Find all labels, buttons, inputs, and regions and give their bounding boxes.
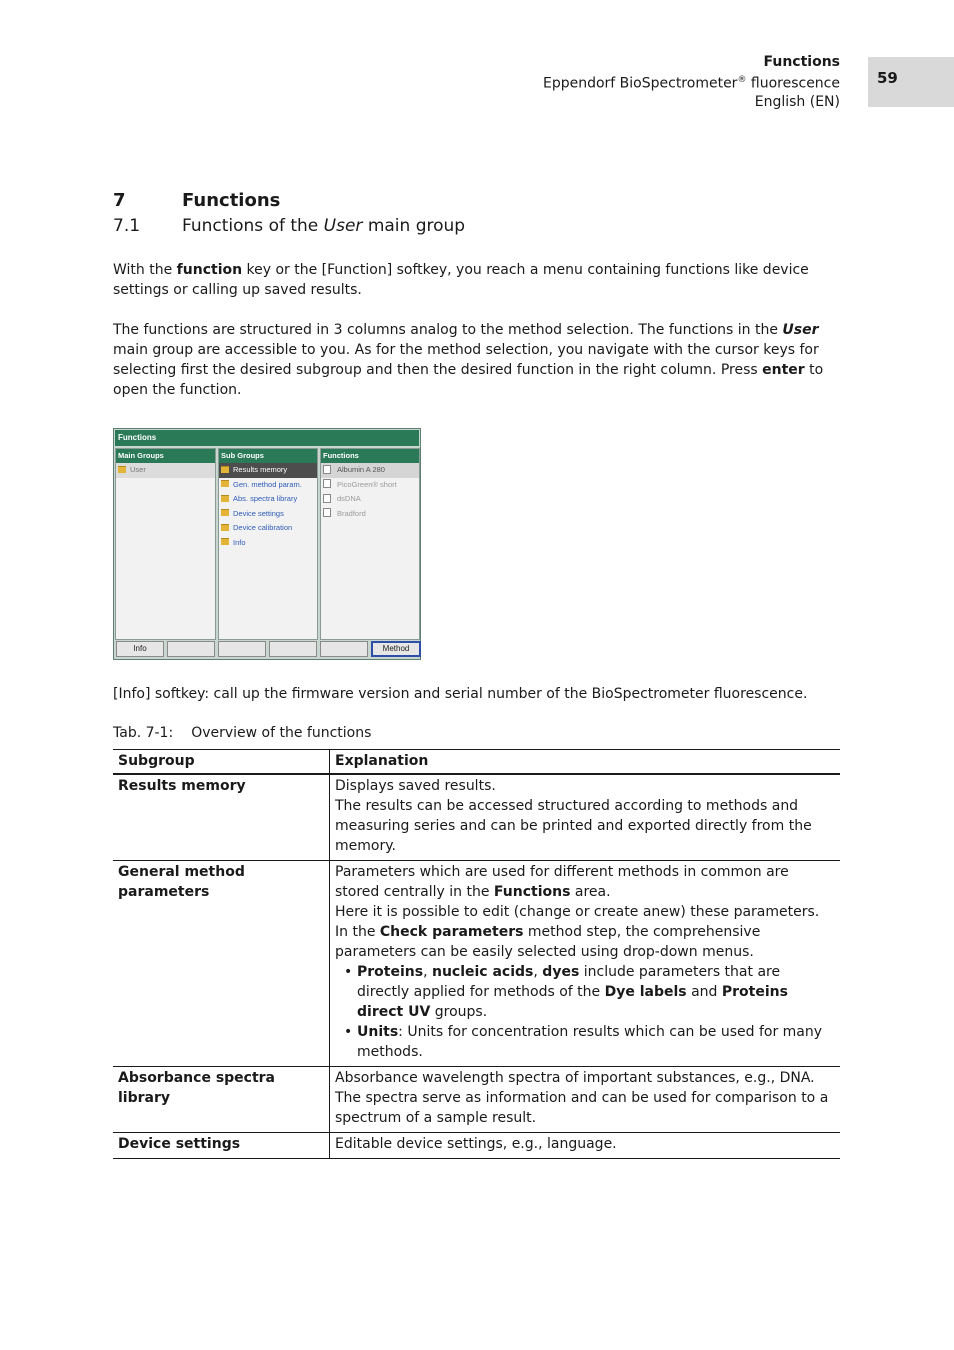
sub-groups-header: Sub Groups — [219, 449, 317, 463]
p1-a: With the — [113, 262, 177, 278]
softkey-method[interactable]: Method — [371, 641, 421, 657]
explanation-line: The spectra serve as information and can be used for comparison to a spectrum of a sample result. — [335, 1090, 829, 1126]
table-row — [113, 1067, 840, 1133]
chapter-title: Functions — [182, 190, 281, 211]
row-subgroup: General method parameters — [113, 861, 330, 1067]
text-run-bold: Dye labels — [604, 984, 687, 1000]
sub-group-gen-method-param[interactable] — [219, 478, 317, 493]
table-caption-text: Overview of the functions — [191, 725, 372, 741]
folder-icon — [221, 480, 229, 487]
softkey-row — [115, 640, 419, 658]
explanation-line: Displays saved results. — [335, 778, 496, 794]
section-number: 7.1 — [113, 216, 141, 236]
folder-icon — [221, 509, 229, 516]
page-number-box — [868, 57, 954, 107]
explanation-line: The results can be accessed structured according to methods and measuring series and can be printed and exported directly from the memory. — [335, 798, 812, 854]
structure-paragraph — [113, 320, 840, 400]
function-dsdna[interactable] — [321, 492, 419, 507]
function-label: Bradford — [337, 508, 366, 518]
p2-d: enter — [762, 362, 805, 378]
p2-b: User — [782, 322, 819, 338]
p1-c: key or the [Function] softkey, you reach a menu containing functions like device settings or calling up saved results. — [113, 262, 809, 298]
header-product-suffix: fluorescence — [746, 75, 840, 92]
text-run: groups. — [430, 1004, 488, 1020]
explanation-line: Absorbance wavelength spectra of important substances, e.g., DNA. — [335, 1070, 815, 1086]
table-row — [113, 1133, 840, 1159]
document-icon — [323, 479, 331, 488]
softkey-blank-3[interactable] — [218, 641, 266, 657]
function-albumin[interactable] — [321, 463, 419, 478]
row-explanation — [330, 1067, 841, 1133]
sub-group-results-memory[interactable] — [219, 463, 317, 478]
row-subgroup: Absorbance spectra library — [113, 1067, 330, 1133]
row-explanation — [330, 774, 841, 861]
registered-mark: ® — [737, 75, 747, 85]
bullet-item — [357, 1022, 835, 1062]
softkey-blank-2[interactable] — [167, 641, 215, 657]
sub-group-label: Results memory — [233, 465, 288, 474]
text-run: Here it is possible to edit (change or create anew) these parameters. In the — [335, 904, 820, 940]
sub-group-abs-spectra-library[interactable] — [219, 492, 317, 507]
table-row — [113, 861, 840, 1067]
text-run-bold: Check parameters — [379, 924, 524, 940]
info-softkey-paragraph: [Info] softkey: call up the firmware version and serial number of the BioSpectrometer fluorescence. — [113, 686, 808, 702]
header-title: Functions — [763, 54, 840, 70]
folder-open-icon — [221, 466, 229, 473]
explanation-line — [335, 902, 835, 962]
sub-group-device-settings[interactable] — [219, 507, 317, 522]
text-run: Parameters which are used for different methods in common are stored centrally in the — [335, 864, 789, 900]
text-run: area. — [570, 884, 611, 900]
section-title — [182, 216, 465, 236]
sub-group-label: Gen. method param. — [233, 479, 302, 489]
function-bradford[interactable] — [321, 507, 419, 522]
running-header — [543, 53, 840, 111]
text-run-bold: Units — [357, 1024, 399, 1040]
softkey-blank-5[interactable] — [320, 641, 368, 657]
column-header-subgroup: Subgroup — [113, 750, 330, 775]
sub-group-info[interactable] — [219, 536, 317, 551]
p2-e: to open the function. — [113, 362, 824, 398]
table-row — [113, 774, 840, 861]
text-run: : Units for concentration results which can be used for many methods. — [357, 1024, 823, 1060]
function-label: dsDNA — [337, 494, 361, 503]
document-icon — [323, 494, 331, 503]
text-run: , — [533, 964, 543, 980]
screen-title: Functions — [115, 430, 419, 446]
row-subgroup: Results memory — [113, 774, 330, 861]
folder-icon — [118, 466, 126, 473]
row-explanation — [330, 1133, 841, 1159]
header-language: English (EN) — [754, 93, 840, 110]
table-header-row — [113, 750, 840, 775]
main-groups-column — [115, 448, 216, 640]
section-title-em: User — [323, 216, 363, 236]
text-run: method step, the comprehensive parameters can be easily selected using drop-down menus. — [335, 924, 761, 960]
intro-paragraph — [113, 260, 840, 300]
document-icon — [323, 465, 331, 474]
sub-group-label: Device calibration — [233, 523, 293, 532]
sub-group-label: Info — [233, 537, 246, 547]
function-label: PicoGreen® short — [337, 479, 397, 489]
text-run: and — [686, 984, 722, 1000]
header-product-name: Eppendorf BioSpectrometer — [542, 75, 738, 92]
text-run: , — [423, 964, 432, 980]
functions-column — [320, 448, 420, 640]
text-run: include parameters that are directly applied for methods of the — [357, 964, 781, 1000]
text-run-bold: dyes — [542, 964, 580, 980]
softkey-blank-4[interactable] — [269, 641, 317, 657]
chapter-number: 7 — [113, 190, 126, 211]
text-run-bold: Functions — [493, 884, 571, 900]
sub-group-device-calibration[interactable] — [219, 521, 317, 536]
functions-header: Functions — [321, 449, 419, 463]
table-caption — [113, 725, 371, 741]
section-title-pre: Functions of the — [182, 216, 324, 236]
column-header-explanation: Explanation — [330, 750, 841, 775]
bullet-item — [357, 962, 835, 1022]
device-screen — [113, 428, 421, 660]
folder-icon — [221, 524, 229, 531]
text-run-bold: Proteins — [357, 964, 424, 980]
p1-b: function — [176, 262, 243, 278]
text-run-bold: nucleic acids — [431, 964, 534, 980]
document-icon — [323, 508, 331, 517]
functions-overview-table — [113, 749, 840, 1159]
table-caption-label: Tab. 7-1: — [113, 725, 174, 741]
p2-a: The functions are structured in 3 columns analog to the method selection. The functions in the — [113, 322, 783, 338]
main-groups-header: Main Groups — [116, 449, 215, 463]
main-group-label: User — [130, 465, 146, 474]
sub-groups-column — [218, 448, 318, 640]
row-explanation — [330, 861, 841, 1067]
header-product — [543, 71, 840, 93]
main-group-user[interactable] — [116, 463, 215, 478]
explanation-line: Editable device settings, e.g., language. — [335, 1136, 617, 1152]
text-run-bold: Proteins direct UV — [357, 984, 788, 1020]
folder-icon — [221, 538, 229, 545]
explanation-line — [335, 862, 835, 902]
sub-group-label: Abs. spectra library — [233, 494, 298, 503]
function-label: Albumin A 280 — [337, 465, 385, 474]
row-subgroup: Device settings — [113, 1133, 330, 1159]
softkey-info[interactable]: Info — [116, 641, 164, 657]
folder-icon — [221, 495, 229, 502]
function-picogreen[interactable] — [321, 478, 419, 493]
bullet-list — [335, 962, 835, 1062]
sub-group-label: Device settings — [233, 508, 284, 518]
p2-c: main group are accessible to you. As for the method selection, you navigate with the cursor keys for selecting first the desired subgroup and then the desired function in the right column. Press — [113, 342, 819, 378]
section-title-post: main group — [362, 216, 466, 236]
page-number: 59 — [877, 69, 898, 87]
